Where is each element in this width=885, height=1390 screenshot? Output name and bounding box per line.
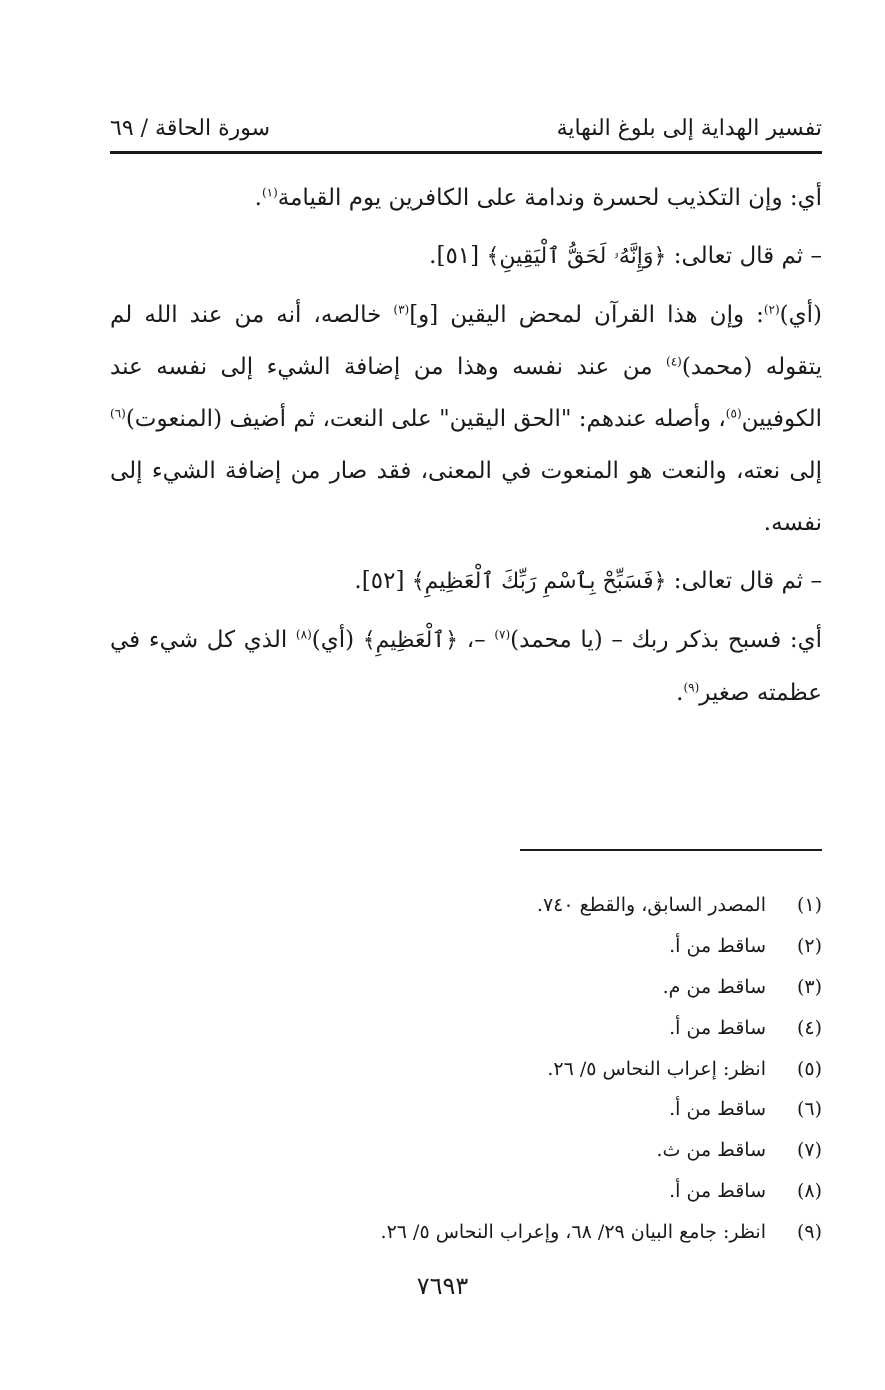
- footnote-text: انظر: إعراب النحاس ٥/ ٢٦.: [547, 1057, 766, 1080]
- text-run: من عند نفسه وهذا من إضافة الشيء إلى نفسه عند الكوفيين: [110, 354, 822, 432]
- footnote-item: [110, 1007, 822, 1048]
- paragraph-2: [110, 230, 822, 283]
- footnote-ref: (٦): [110, 406, 126, 421]
- text-run: [٥١].: [429, 243, 487, 269]
- footnote-ref: (١): [261, 185, 278, 200]
- text-run: – ثم قال تعالى:: [666, 568, 822, 594]
- header-divider: [110, 151, 822, 154]
- footnote-number: (٧): [796, 1139, 822, 1162]
- text-run: –،: [458, 627, 495, 653]
- text-run: – ثم قال تعالى:: [666, 243, 822, 269]
- text-run: .: [676, 680, 684, 706]
- page-number: ٧٦٩٣: [416, 1272, 469, 1300]
- paragraph-3: [110, 289, 822, 549]
- footnote-number: (٤): [796, 1016, 822, 1039]
- text-run: خالصه، أنه من عند الله لم يتقوله (محمد): [110, 302, 822, 380]
- footnote-number: (١): [796, 894, 822, 917]
- quran-verse: ﴿فَسَبِّحْ بِٱسْمِ رَبِّكَ ٱلْعَظِيمِ﴾: [411, 569, 667, 594]
- footnote-text: ساقط من أ.: [669, 1179, 766, 1202]
- footnote-text: ساقط من م.: [662, 975, 766, 998]
- text-run: (أي): [779, 302, 822, 328]
- footnote-number: (٣): [796, 975, 822, 998]
- text-run: .: [254, 185, 262, 211]
- text-run: الذي كل شيء في عظمته صغير: [110, 627, 822, 706]
- footnote-item: [110, 1171, 822, 1212]
- surah-label: سورة الحاقة / ٦٩: [110, 115, 271, 141]
- text-run: إلى نعته، والنعت هو المنعوت في المعنى، فقد صار من إضافة الشيء إلى نفسه.: [110, 458, 822, 536]
- footnote-ref: (٥): [725, 406, 742, 421]
- footnote-divider: [520, 849, 822, 851]
- footnote-item: [110, 967, 822, 1008]
- footnote-item: [110, 1211, 822, 1252]
- quran-verse: ﴿وَإِنَّهُۥ لَحَقُّ ٱلْيَقِينِ﴾: [486, 244, 667, 269]
- footnote-item: [110, 885, 822, 926]
- footnote-ref: (٢): [763, 302, 780, 317]
- footnote-number: (٦): [796, 1098, 822, 1121]
- book-title: تفسير الهداية إلى بلوغ النهاية: [556, 115, 822, 141]
- running-header: [110, 108, 822, 148]
- footnote-item: [110, 926, 822, 967]
- footnote-number: (٨): [796, 1179, 822, 1202]
- footnote-ref: (٧): [494, 627, 511, 642]
- footnote-ref: (٩): [683, 680, 700, 695]
- quran-verse: ﴿ٱلْعَظِيمِ﴾: [362, 628, 459, 653]
- main-text: [110, 172, 822, 719]
- footnote-text: ساقط من ث.: [656, 1139, 766, 1162]
- footnote-ref: (٣): [393, 302, 410, 317]
- footnote-ref: (٨): [295, 627, 312, 642]
- footnote-number: (٩): [796, 1220, 822, 1243]
- paragraph-1: [110, 172, 822, 224]
- footnote-text: ساقط من أ.: [669, 1016, 766, 1039]
- footnote-item: [110, 1130, 822, 1171]
- footnote-item: [110, 1089, 822, 1130]
- text-run: [٥٢].: [354, 568, 412, 594]
- text-run: (أي): [311, 627, 363, 653]
- text-run: ، وأصله عندهم: "الحق اليقين" على النعت، ثم أضيف (المنعوت): [125, 406, 726, 432]
- footnote-text: المصدر السابق، والقطع ٧٤٠.: [536, 894, 766, 917]
- text-run: أي: وإن التكذيب لحسرة وندامة على الكافرين يوم القيامة: [277, 185, 822, 211]
- footnote-item: [110, 1048, 822, 1089]
- text-run: : وإن هذا القرآن لمحض اليقين [و]: [409, 302, 764, 328]
- footnote-ref: (٤): [666, 354, 682, 369]
- footnotes: [110, 885, 822, 1252]
- paragraph-4: [110, 555, 822, 608]
- footnote-number: (٥): [796, 1057, 822, 1080]
- footnote-text: ساقط من أ.: [669, 1098, 766, 1121]
- footnote-text: انظر: جامع البيان ٢٩/ ٦٨، وإعراب النحاس ٥/ ٢٦.: [380, 1220, 766, 1243]
- footnote-text: ساقط من أ.: [669, 935, 766, 958]
- paragraph-5: [110, 614, 822, 719]
- footnote-number: (٢): [796, 935, 822, 958]
- text-run: أي: فسبح بذكر ربك – (يا محمد): [510, 627, 822, 653]
